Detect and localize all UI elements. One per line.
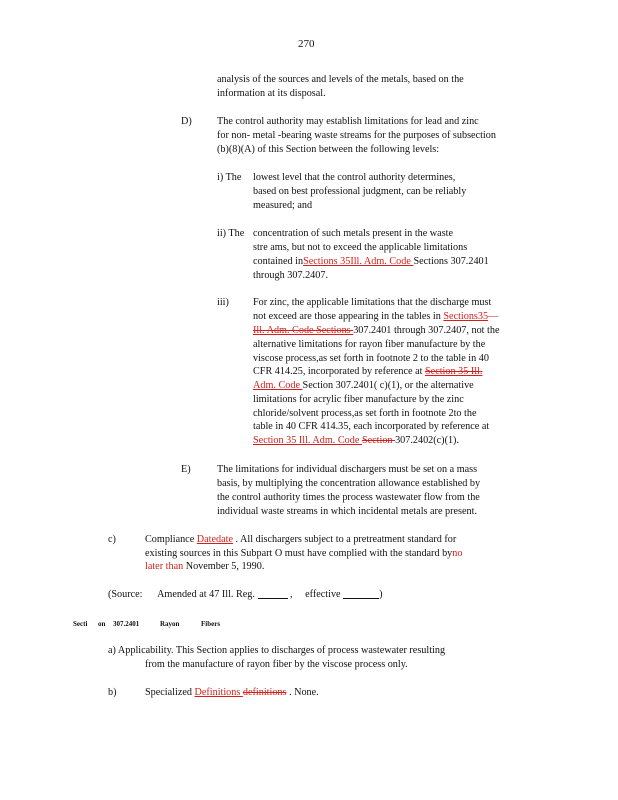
section-heading-word: 307.2401 — [113, 620, 140, 628]
item-iii-text: not exceed are those appearing in the tables in Sections35— — [253, 311, 499, 322]
subsection-e-text: individual waste streams in which incidental metals are present. — [217, 506, 477, 517]
subsection-b-label: b) — [108, 687, 117, 698]
subsection-d-text: for non- metal -bearing waste streams for the purposes of subsection — [217, 130, 496, 141]
source-note: (Source: Amended at 47 Ill. Reg. , effective ) — [108, 589, 383, 600]
subsection-e-text: the control authority times the process wastewater flow from the — [217, 492, 480, 503]
item-i-text: based on best professional judgment, can be reliably — [253, 186, 467, 197]
item-iii-text: Adm. Code Section 307.2401( c)(1), or the alternative — [253, 380, 474, 391]
item-ii-text: concentration of such metals present in the waste — [253, 228, 454, 239]
subsection-d-text: (b)(8)(A) of this Section between the following levels: — [217, 144, 440, 155]
subsection-c-text: Compliance Datedate . All dischargers subject to a pretreatment standard for — [145, 534, 457, 545]
item-ii-text: stre ams, but not to exceed the applicable limitations — [253, 242, 468, 253]
subsection-d-text: The control authority may establish limitations for lead and zinc — [217, 116, 479, 127]
item-ii-text: contained inSections 35Ill. Adm. Code Sections 307.2401 — [253, 256, 489, 267]
inserted-text: Adm. Code — [253, 380, 303, 391]
inserted-text: no — [452, 548, 463, 559]
item-i-label: i) The — [217, 172, 242, 183]
inserted-text: Sections 35Ill. Adm. Code — [303, 256, 414, 267]
inserted-text: Section 35 Ill. Adm. Code — [253, 435, 362, 446]
subsection-b-text: Specialized Definitions definitions . None. — [145, 687, 319, 698]
deleted-text: Section — [361, 435, 396, 446]
deleted-text: Ill. Adm. Code Sections — [253, 325, 354, 336]
subsection-d-label: D) — [181, 116, 192, 127]
section-heading-word: Rayon — [160, 620, 180, 628]
subsection-c-label: c) — [108, 534, 116, 545]
item-iii-text: table in 40 CFR 414.35, each incorporated by reference at — [253, 421, 490, 432]
inserted-text: Definitions — [194, 687, 243, 698]
item-iii-text: viscose process,as set forth in footnote 2 to the table in 40 — [253, 353, 489, 364]
inserted-text: Datedate — [196, 534, 233, 545]
item-iii-text: Ill. Adm. Code Sections 307.2401 through 307.2407, not the — [253, 325, 500, 336]
subsection-e-text: basis, by multiplying the concentration allowance established by — [217, 478, 481, 489]
inserted-text: later than — [145, 561, 184, 572]
subsection-a-text: from the manufacture of rayon fiber by the viscose process only. — [145, 659, 408, 670]
section-heading-word: on — [98, 620, 106, 628]
item-iii-text: alternative limitations for rayon fiber manufacture by the — [253, 339, 486, 350]
inserted-text: Section 35 Ill. — [425, 366, 483, 377]
blank-line — [258, 598, 288, 599]
page-number: 270 — [298, 38, 315, 50]
item-ii-label: ii) The — [217, 228, 245, 239]
deleted-text: definitions — [242, 687, 287, 698]
item-i-text: lowest level that the control authority determines, — [253, 172, 456, 183]
subsection-c-text: later than November 5, 1990. — [145, 561, 265, 572]
item-iii-text: limitations for acrylic fiber manufacture by the zinc — [253, 394, 464, 405]
continued-text-line: analysis of the sources and levels of the metals, based on the — [217, 74, 464, 85]
item-i-text: measured; and — [253, 200, 313, 211]
item-iii-text: For zinc, the applicable limitations that the discharge must — [253, 297, 492, 308]
item-iii-text: chloride/solvent process,as set forth in footnote 2to the — [253, 408, 477, 419]
subsection-a-text: a) Applicability. This Section applies to discharges of process wastewater resulting — [108, 645, 446, 656]
item-ii-text: through 307.2407. — [253, 270, 328, 281]
subsection-e-label: E) — [181, 464, 191, 475]
inserted-text: Sections35 — [443, 311, 489, 322]
blank-line — [343, 598, 379, 599]
item-iii-label: iii) — [217, 297, 229, 308]
section-heading-word: Secti — [73, 620, 88, 628]
continued-text-line: information at its disposal. — [217, 88, 326, 99]
item-iii-text: Section 35 Ill. Adm. Code Section 307.2402(c)(1). — [253, 435, 459, 446]
subsection-c-text: existing sources in this Subpart O must have complied with the standard byno — [145, 548, 463, 559]
section-heading-word: Fibers — [201, 620, 221, 628]
subsection-e-text: The limitations for individual dischargers must be set on a mass — [217, 464, 478, 475]
item-iii-text: CFR 414.25, incorporated by reference at Section 35 Ill. — [253, 366, 483, 377]
